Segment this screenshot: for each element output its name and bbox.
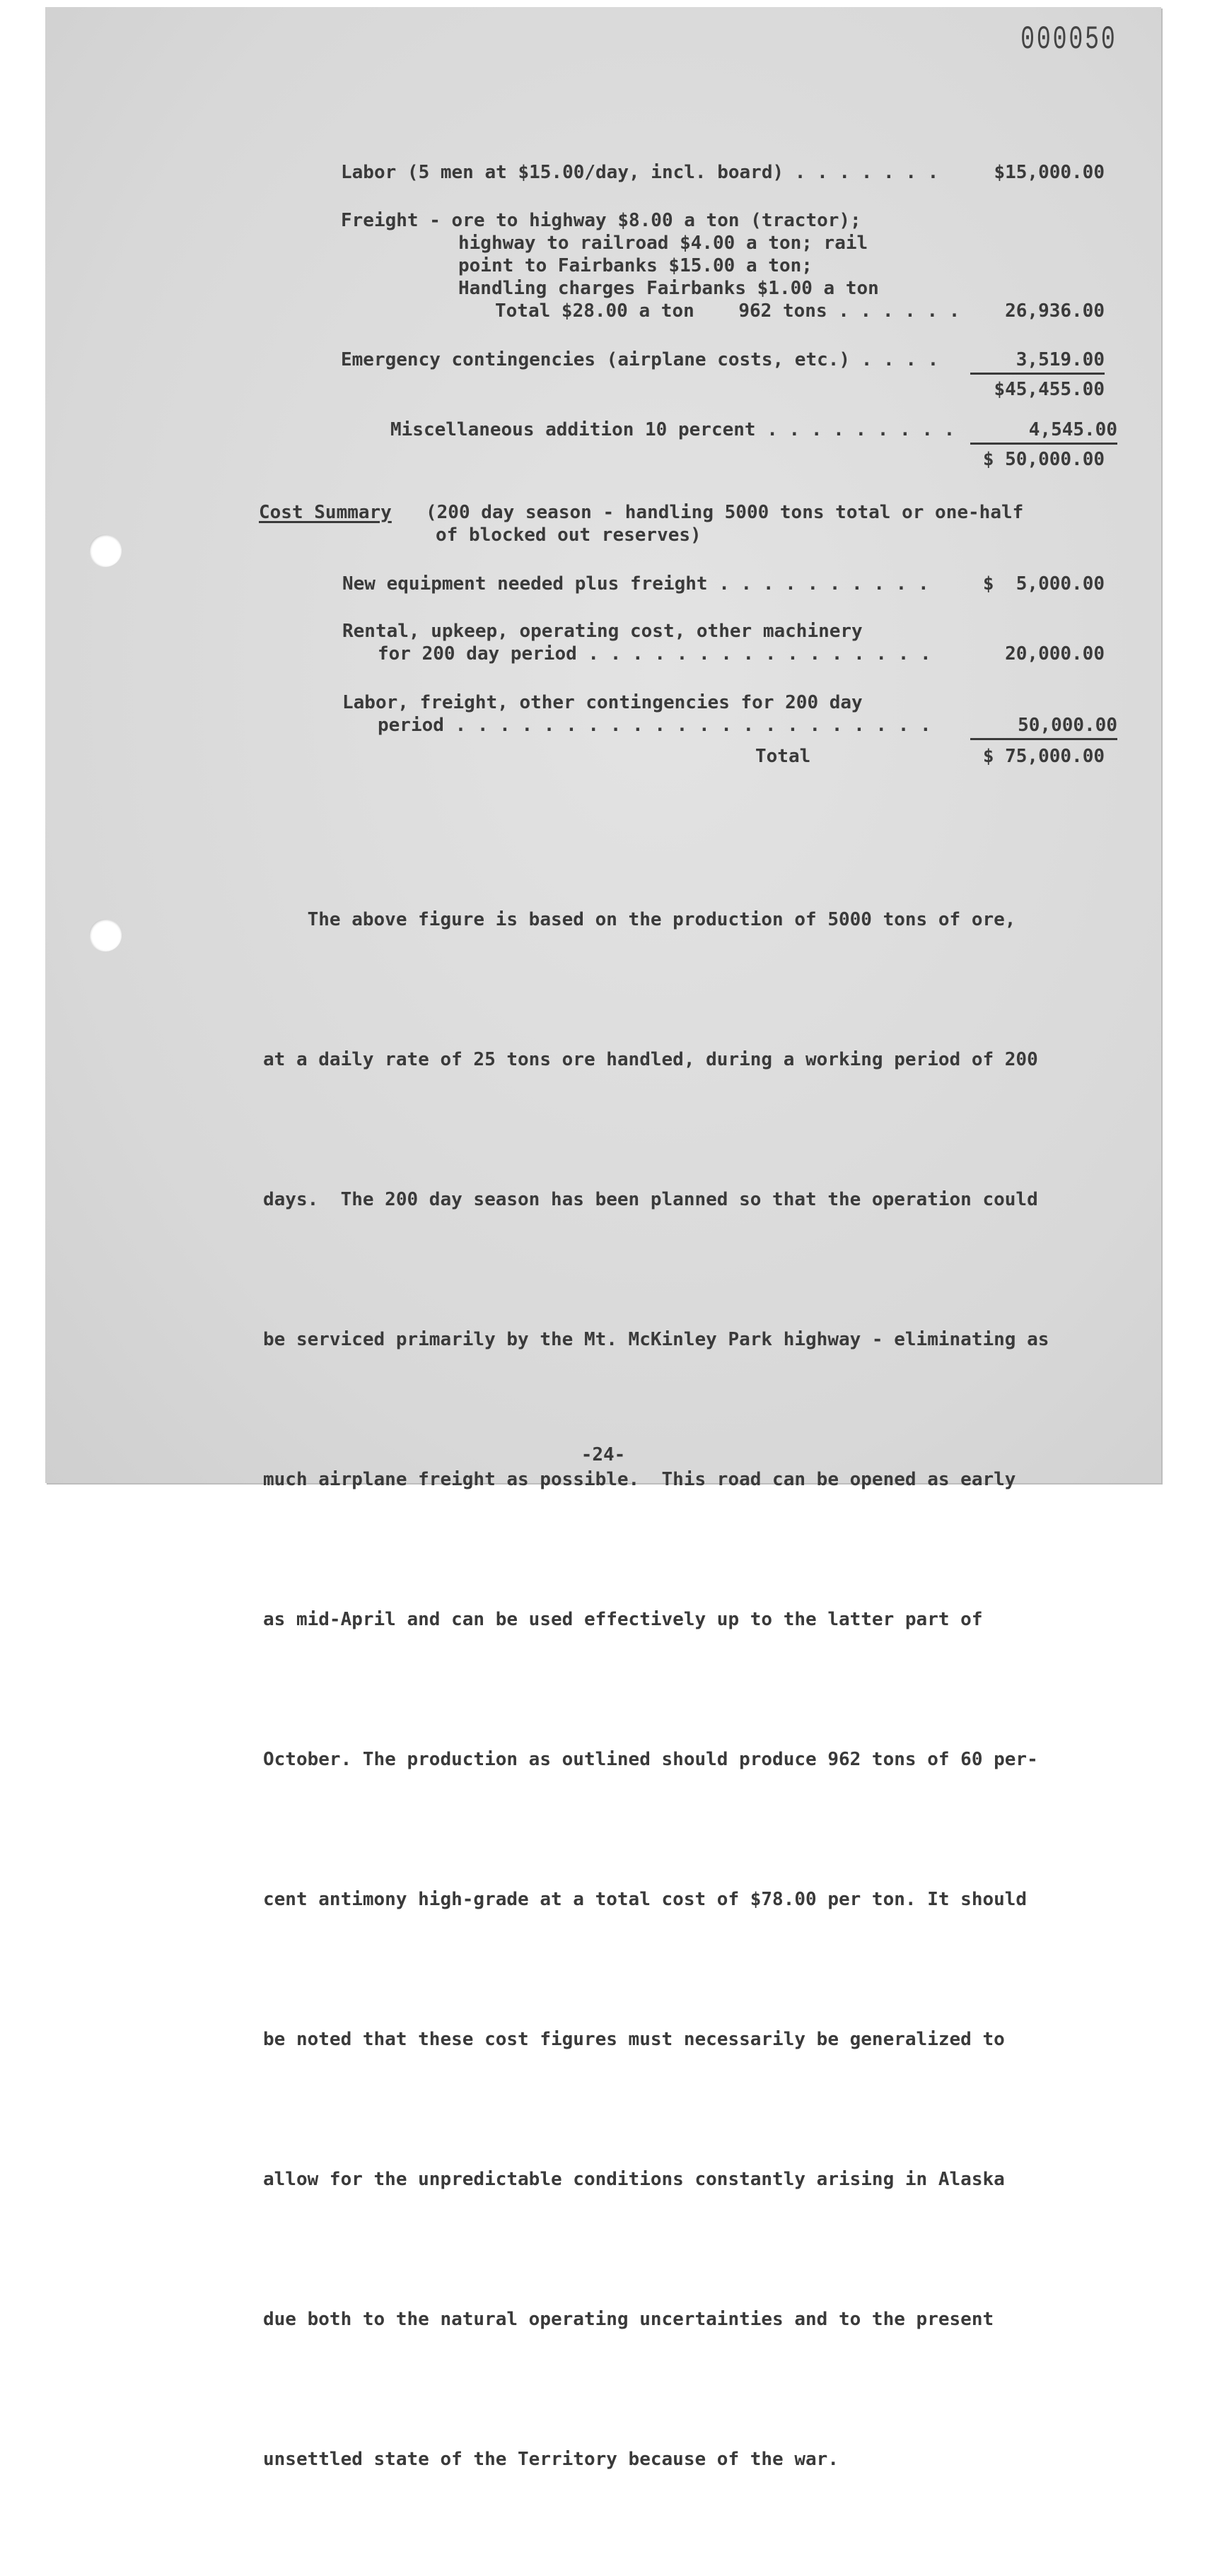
paragraph-line: be serviced primarily by the Mt. McKinley Park highway - eliminating as	[263, 1329, 1049, 1350]
summary-item-equipment-amount: $ 5,000.00	[982, 573, 1105, 595]
freight-amount: 26,936.00	[1005, 300, 1105, 322]
paragraph-line: The above figure is based on the production of 5000 tons of ore,	[263, 909, 1016, 930]
emergency-line: Emergency contingencies (airplane costs, etc.) . . . .	[341, 349, 939, 370]
paragraph-line: unsettled state of the Territory because of the war.	[263, 2449, 839, 2470]
paragraph-line: as mid-April and can be used effectively up to the latter part of	[263, 1609, 983, 1630]
freight-line-2: highway to railroad $4.00 a ton; rail	[458, 233, 868, 254]
paragraph-line: much airplane freight as possible. This road can be opened as early	[263, 1469, 1016, 1490]
paragraph-line: cent antimony high-grade at a total cost of $78.00 per ton. It should	[263, 1889, 1028, 1910]
punch-hole	[89, 534, 122, 567]
summary-item-equipment: New equipment needed plus freight . . . . . . . . . .	[342, 573, 929, 595]
summary-total-label: Total	[755, 746, 811, 767]
summary-total-amount: $ 75,000.00	[982, 746, 1105, 767]
freight-line-1: Freight - ore to highway $8.00 a ton (tractor);	[341, 210, 861, 231]
paragraph-line: days. The 200 day season has been planned so that the operation could	[263, 1189, 1038, 1210]
freight-line-3: point to Fairbanks $15.00 a ton;	[458, 255, 813, 276]
cost-summary-description-2: of blocked out reserves)	[436, 525, 702, 546]
paragraph-line: due both to the natural operating uncertainties and to the present	[263, 2309, 994, 2330]
summary-item-labor-line-1: Labor, freight, other contingencies for 200 day	[342, 692, 863, 713]
document-content	[45, 7, 1161, 2470]
cost-summary-description-1: (200 day season - handling 5000 tons total or one-half	[426, 502, 1024, 523]
cost-summary-heading: Cost Summary	[259, 502, 392, 523]
paragraph-line: be noted that these cost figures must necessarily be generalized to	[263, 2029, 1005, 2050]
freight-line-4: Handling charges Fairbanks $1.00 a ton	[458, 278, 879, 299]
punch-hole	[89, 919, 122, 952]
summary-item-rental-line-2: for 200 day period . . . . . . . . . . . . . . . .	[378, 643, 931, 665]
summary-item-rental-line-1: Rental, upkeep, operating cost, other machinery	[342, 621, 863, 642]
freight-line-5: Total $28.00 a ton 962 tons . . . . . .	[495, 300, 960, 322]
summary-item-labor-line-2: period . . . . . . . . . . . . . . . . . . . . . .	[378, 715, 931, 736]
summary-item-rental-amount: 20,000.00	[1005, 643, 1105, 665]
emergency-amount: 3,519.00	[970, 349, 1105, 375]
misc-addition-line: Miscellaneous addition 10 percent . . . . . . . . .	[390, 419, 955, 440]
page-number: -24-	[581, 1444, 626, 1465]
subtotal-amount: $45,455.00	[994, 379, 1105, 400]
paragraph-line: at a daily rate of 25 tons ore handled, during a working period of 200	[263, 1049, 1038, 1070]
document-page	[45, 7, 1161, 2470]
misc-addition-amount: 4,545.00	[970, 418, 1117, 445]
labor-amount: $15,000.00	[994, 162, 1105, 183]
summary-item-labor-amount: 50,000.00	[970, 714, 1117, 740]
paragraph-line: October. The production as outlined should produce 962 tons of 60 per-	[263, 1749, 1038, 1770]
page-stamp-number: 000050	[1020, 21, 1117, 58]
labor-line: Labor (5 men at $15.00/day, incl. board) . . . . . . .	[341, 162, 939, 183]
paragraph-line: allow for the unpredictable conditions constantly arising in Alaska	[263, 2169, 1005, 2190]
body-paragraph	[263, 803, 1147, 2576]
cost-total-amount: $ 50,000.00	[982, 449, 1105, 470]
